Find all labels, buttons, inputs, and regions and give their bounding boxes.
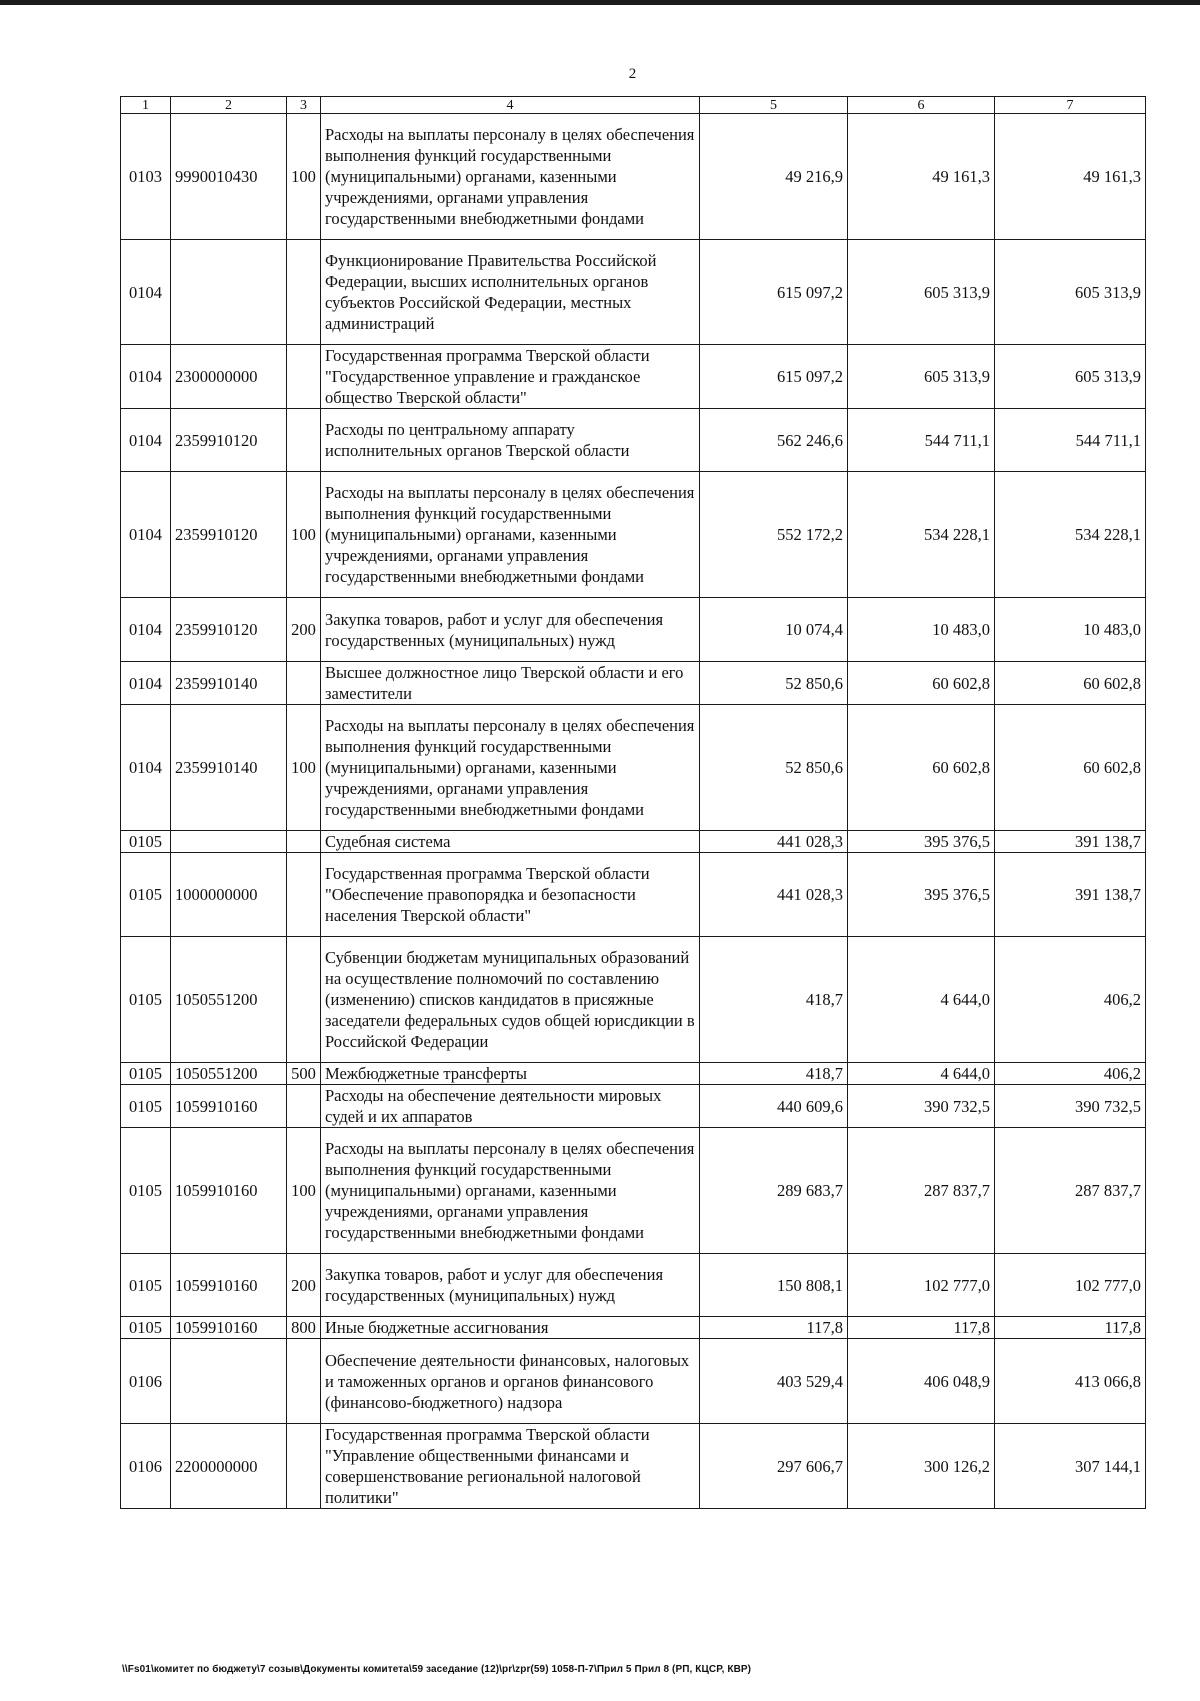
- amount-col6-cell: 117,8: [848, 1317, 995, 1339]
- amount-col6-cell: 395 376,5: [848, 853, 995, 937]
- table-row: [121, 853, 1146, 937]
- description-cell: Субвенции бюджетам муниципальных образований на осуществление полномочий по составлению (изменению) списков кандидатов в присяжные заседатели федеральных судов общей юрисдикции в Российской Федерации: [321, 937, 700, 1063]
- section-code-cell: 0105: [121, 831, 171, 853]
- description-cell: Функционирование Правительства Российской Федерации, высших исполнительных органов субъектов Российской Федерации, местных администраций: [321, 240, 700, 345]
- section-code-cell: 0106: [121, 1424, 171, 1509]
- description-cell: Расходы на выплаты персоналу в целях обеспечения выполнения функций государственными (муниципальными) органами, казенными учреждениями, органами управления государственными внебюджетными фондами: [321, 472, 700, 598]
- expense-type-cell: [287, 937, 321, 1063]
- column-header: 2: [171, 97, 287, 114]
- amount-col7-cell: 391 138,7: [995, 831, 1146, 853]
- amount-col7-cell: 391 138,7: [995, 853, 1146, 937]
- column-header: 4: [321, 97, 700, 114]
- amount-col6-cell: 10 483,0: [848, 598, 995, 662]
- table-row: [121, 1254, 1146, 1317]
- table-row: [121, 240, 1146, 345]
- target-article-cell: [171, 831, 287, 853]
- amount-col6-cell: 605 313,9: [848, 240, 995, 345]
- target-article-cell: 2359910140: [171, 705, 287, 831]
- amount-col5-cell: 440 609,6: [700, 1085, 848, 1128]
- table-row: [121, 831, 1146, 853]
- amount-col6-cell: 4 644,0: [848, 1063, 995, 1085]
- amount-col5-cell: 441 028,3: [700, 831, 848, 853]
- description-cell: Судебная система: [321, 831, 700, 853]
- description-cell: Закупка товаров, работ и услуг для обеспечения государственных (муниципальных) нужд: [321, 598, 700, 662]
- amount-col7-cell: 60 602,8: [995, 705, 1146, 831]
- section-code-cell: 0104: [121, 345, 171, 409]
- amount-col6-cell: 534 228,1: [848, 472, 995, 598]
- section-code-cell: 0104: [121, 472, 171, 598]
- expense-type-cell: 800: [287, 1317, 321, 1339]
- table-row: [121, 598, 1146, 662]
- amount-col7-cell: 60 602,8: [995, 662, 1146, 705]
- amount-col7-cell: 605 313,9: [995, 345, 1146, 409]
- section-code-cell: 0105: [121, 1128, 171, 1254]
- table-row: [121, 114, 1146, 240]
- amount-col7-cell: 406,2: [995, 1063, 1146, 1085]
- column-header: 3: [287, 97, 321, 114]
- table-row: [121, 1317, 1146, 1339]
- expense-type-cell: [287, 240, 321, 345]
- description-cell: Расходы на выплаты персоналу в целях обеспечения выполнения функций государственными (муниципальными) органами, казенными учреждениями, органами управления государственными внебюджетными фондами: [321, 705, 700, 831]
- amount-col6-cell: 102 777,0: [848, 1254, 995, 1317]
- top-border-line: [0, 0, 1200, 5]
- section-code-cell: 0104: [121, 662, 171, 705]
- description-cell: Закупка товаров, работ и услуг для обеспечения государственных (муниципальных) нужд: [321, 1254, 700, 1317]
- section-code-cell: 0105: [121, 1085, 171, 1128]
- target-article-cell: 9990010430: [171, 114, 287, 240]
- expense-type-cell: [287, 1424, 321, 1509]
- amount-col7-cell: 390 732,5: [995, 1085, 1146, 1128]
- expense-type-cell: 200: [287, 598, 321, 662]
- amount-col5-cell: 552 172,2: [700, 472, 848, 598]
- target-article-cell: 2300000000: [171, 345, 287, 409]
- table-row: [121, 1128, 1146, 1254]
- amount-col6-cell: 406 048,9: [848, 1339, 995, 1424]
- description-cell: Высшее должностное лицо Тверской области и его заместители: [321, 662, 700, 705]
- amount-col6-cell: 395 376,5: [848, 831, 995, 853]
- section-code-cell: 0105: [121, 1254, 171, 1317]
- budget-table: [120, 96, 1146, 1509]
- amount-col7-cell: 605 313,9: [995, 240, 1146, 345]
- table-row: [121, 409, 1146, 472]
- expense-type-cell: 200: [287, 1254, 321, 1317]
- section-code-cell: 0104: [121, 705, 171, 831]
- expense-type-cell: [287, 345, 321, 409]
- table-row: [121, 345, 1146, 409]
- expense-type-cell: [287, 1085, 321, 1128]
- amount-col6-cell: 4 644,0: [848, 937, 995, 1063]
- target-article-cell: 1059910160: [171, 1128, 287, 1254]
- section-code-cell: 0105: [121, 1317, 171, 1339]
- amount-col5-cell: 615 097,2: [700, 345, 848, 409]
- amount-col5-cell: 418,7: [700, 1063, 848, 1085]
- amount-col6-cell: 544 711,1: [848, 409, 995, 472]
- footer-file-path: \\Fs01\комитет по бюджету\7 созыв\Документы комитета\59 заседание (12)\pr\zpr(59) 1058-П-7\Прил 5 Прил 8 (РП, КЦСР, КВР): [122, 1664, 752, 1675]
- description-cell: Иные бюджетные ассигнования: [321, 1317, 700, 1339]
- amount-col7-cell: 413 066,8: [995, 1339, 1146, 1424]
- amount-col7-cell: 10 483,0: [995, 598, 1146, 662]
- target-article-cell: 1050551200: [171, 937, 287, 1063]
- description-cell: Государственная программа Тверской области "Обеспечение правопорядка и безопасности населения Тверской области": [321, 853, 700, 937]
- table-row: [121, 1063, 1146, 1085]
- page-number: 2: [628, 66, 637, 82]
- table-row: [121, 1339, 1146, 1424]
- expense-type-cell: 100: [287, 705, 321, 831]
- amount-col6-cell: 605 313,9: [848, 345, 995, 409]
- amount-col6-cell: 300 126,2: [848, 1424, 995, 1509]
- description-cell: Расходы на обеспечение деятельности мировых судей и их аппаратов: [321, 1085, 700, 1128]
- amount-col5-cell: 117,8: [700, 1317, 848, 1339]
- amount-col6-cell: 49 161,3: [848, 114, 995, 240]
- description-cell: Государственная программа Тверской области "Государственное управление и гражданское общество Тверской области": [321, 345, 700, 409]
- expense-type-cell: [287, 853, 321, 937]
- amount-col6-cell: 60 602,8: [848, 705, 995, 831]
- expense-type-cell: 100: [287, 1128, 321, 1254]
- target-article-cell: 2200000000: [171, 1424, 287, 1509]
- expense-type-cell: 500: [287, 1063, 321, 1085]
- table-row: [121, 662, 1146, 705]
- amount-col7-cell: 117,8: [995, 1317, 1146, 1339]
- target-article-cell: [171, 240, 287, 345]
- amount-col5-cell: 562 246,6: [700, 409, 848, 472]
- section-code-cell: 0105: [121, 937, 171, 1063]
- target-article-cell: 1059910160: [171, 1085, 287, 1128]
- table-row: [121, 705, 1146, 831]
- table-row: [121, 1424, 1146, 1509]
- table-body: [121, 114, 1146, 1509]
- table-row: [121, 937, 1146, 1063]
- expense-type-cell: [287, 1339, 321, 1424]
- expense-type-cell: 100: [287, 114, 321, 240]
- expense-type-cell: [287, 662, 321, 705]
- amount-col5-cell: 403 529,4: [700, 1339, 848, 1424]
- amount-col7-cell: 102 777,0: [995, 1254, 1146, 1317]
- amount-col5-cell: 441 028,3: [700, 853, 848, 937]
- section-code-cell: 0106: [121, 1339, 171, 1424]
- column-number-header: [121, 97, 1146, 114]
- amount-col5-cell: 52 850,6: [700, 662, 848, 705]
- amount-col5-cell: 10 074,4: [700, 598, 848, 662]
- table-row: [121, 472, 1146, 598]
- amount-col7-cell: 49 161,3: [995, 114, 1146, 240]
- description-cell: Государственная программа Тверской области "Управление общественными финансами и совершенствование региональной налоговой политики": [321, 1424, 700, 1509]
- target-article-cell: [171, 1339, 287, 1424]
- target-article-cell: 2359910120: [171, 472, 287, 598]
- target-article-cell: 1059910160: [171, 1317, 287, 1339]
- amount-col5-cell: 418,7: [700, 937, 848, 1063]
- amount-col7-cell: 534 228,1: [995, 472, 1146, 598]
- amount-col5-cell: 297 606,7: [700, 1424, 848, 1509]
- description-cell: Межбюджетные трансферты: [321, 1063, 700, 1085]
- description-cell: Расходы по центральному аппарату исполнительных органов Тверской области: [321, 409, 700, 472]
- section-code-cell: 0104: [121, 598, 171, 662]
- target-article-cell: 2359910140: [171, 662, 287, 705]
- table-row: [121, 1085, 1146, 1128]
- amount-col6-cell: 390 732,5: [848, 1085, 995, 1128]
- section-code-cell: 0103: [121, 114, 171, 240]
- section-code-cell: 0104: [121, 240, 171, 345]
- target-article-cell: 1050551200: [171, 1063, 287, 1085]
- amount-col5-cell: 49 216,9: [700, 114, 848, 240]
- target-article-cell: 2359910120: [171, 598, 287, 662]
- section-code-cell: 0105: [121, 853, 171, 937]
- expense-type-cell: [287, 409, 321, 472]
- description-cell: Расходы на выплаты персоналу в целях обеспечения выполнения функций государственными (муниципальными) органами, казенными учреждениями, органами управления государственными внебюджетными фондами: [321, 114, 700, 240]
- column-header: 1: [121, 97, 171, 114]
- amount-col5-cell: 150 808,1: [700, 1254, 848, 1317]
- amount-col7-cell: 406,2: [995, 937, 1146, 1063]
- expense-type-cell: 100: [287, 472, 321, 598]
- amount-col5-cell: 52 850,6: [700, 705, 848, 831]
- target-article-cell: 2359910120: [171, 409, 287, 472]
- column-header: 7: [995, 97, 1146, 114]
- column-header: 5: [700, 97, 848, 114]
- column-header: 6: [848, 97, 995, 114]
- description-cell: Расходы на выплаты персоналу в целях обеспечения выполнения функций государственными (муниципальными) органами, казенными учреждениями, органами управления государственными внебюджетными фондами: [321, 1128, 700, 1254]
- amount-col5-cell: 615 097,2: [700, 240, 848, 345]
- section-code-cell: 0104: [121, 409, 171, 472]
- expense-type-cell: [287, 831, 321, 853]
- amount-col6-cell: 60 602,8: [848, 662, 995, 705]
- amount-col5-cell: 289 683,7: [700, 1128, 848, 1254]
- amount-col7-cell: 307 144,1: [995, 1424, 1146, 1509]
- amount-col7-cell: 287 837,7: [995, 1128, 1146, 1254]
- amount-col7-cell: 544 711,1: [995, 409, 1146, 472]
- target-article-cell: 1059910160: [171, 1254, 287, 1317]
- section-code-cell: 0105: [121, 1063, 171, 1085]
- amount-col6-cell: 287 837,7: [848, 1128, 995, 1254]
- description-cell: Обеспечение деятельности финансовых, налоговых и таможенных органов и органов финансового (финансово-бюджетного) надзора: [321, 1339, 700, 1424]
- target-article-cell: 1000000000: [171, 853, 287, 937]
